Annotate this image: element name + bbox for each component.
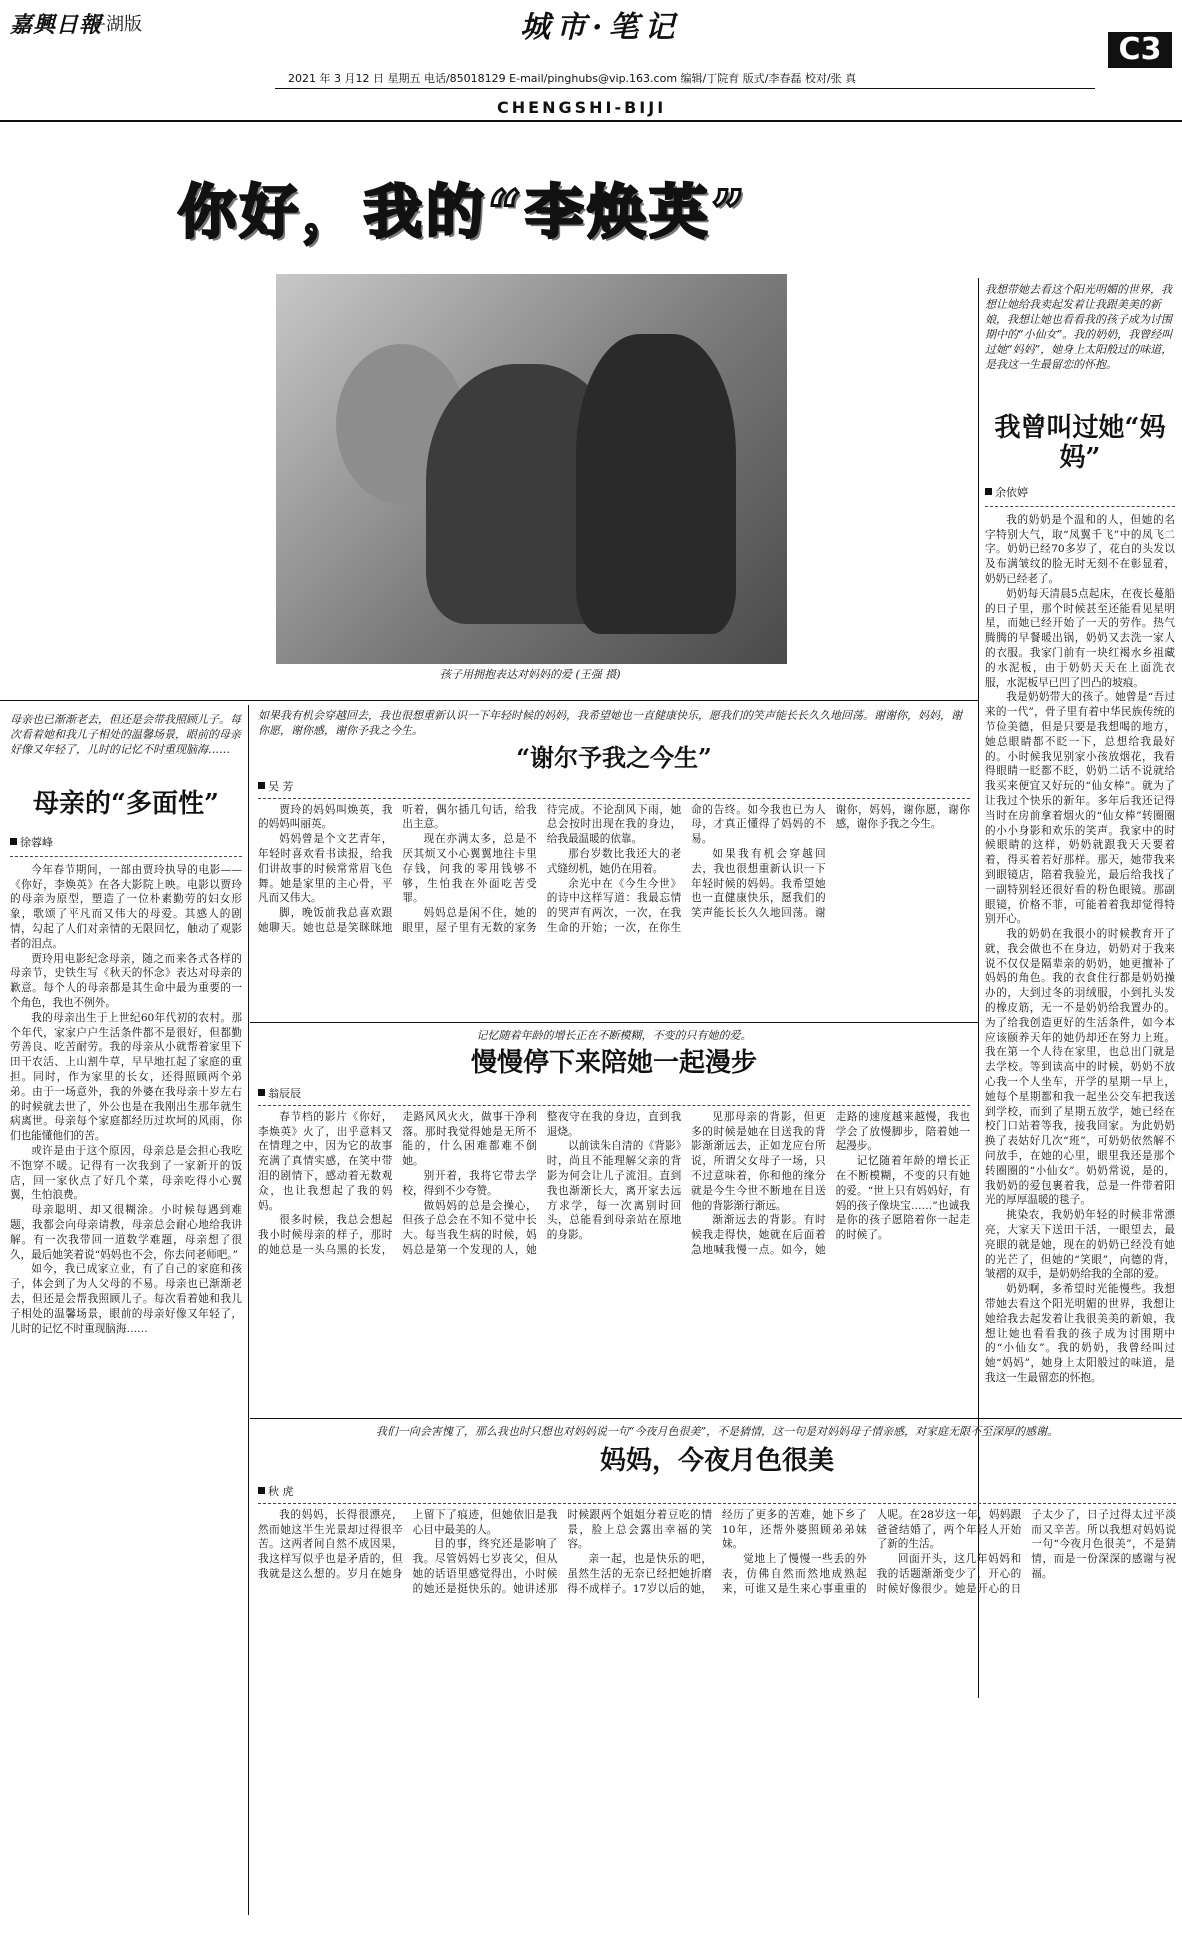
article-body: 贾玲的妈妈叫焕英，我的妈妈叫丽英。 妈妈曾是个文艺青年，年轻时喜欢看书读报，给我们讲故事的时候常常眉飞色舞。她是家里的主心骨，平凡而又伟大。 脚，晚饭前我总喜欢跟她聊天。她也总是笑眯眯地听着，偶尔插几句话，给我出主意。 现在亦满太多，总是不厌其烦又小心翼翼地往卡里存钱，问我的零用钱够不够，生怕我在外面吃苦受罪。 妈妈总是闲不住，她的眼里，屋子里有无数的家务待完成。不论刮风下雨，她总会按时出现在我的身边，给我最温暖的依靠。 那台岁数比我还大的老式缝纫机，她仍在用着。 余光中在《今生今世》的诗中这样写道：我最忘情的哭声有两次，一次，在我生命的开始；一次，在你生命的告终。如今我也已为人母，才真正懂得了妈妈的不易。 如果我有机会穿越回去，我也很想重新认识一下年轻时候的妈妈。我希望她也一直健康快乐，愿我们的笑声能长长久久地回荡。谢谢你，妈妈，谢你愿，谢你感，谢你予我之今生。	[258, 803, 970, 934]
page-number: C3	[1108, 32, 1172, 68]
header-rule	[275, 88, 1095, 89]
article-body: 我的奶奶是个温和的人，但她的名字特别大气，取“凤翼千飞”中的凤飞二字。奶奶已经70多岁了，花白的头发以及布满皱纹的脸无时无刻不在彰显着，奶奶已经老了。 奶奶每天清晨5点起床，在夜长蔓船的日子里，那个时候甚至还能看见星明星，而她已经开始了一天的劳作。热气腾腾的早餐暖出锅，奶奶又去洗一家人的衣服。我家门前有一块红褐水乡祖藏的水泥板，由于奶奶天天在上面洗衣服，水泥板早已凹了凹凸的坡痕。 我是奶奶带大的孩子。她曾是“吾过来的一代”，骨子里有着中华民族传统的节俭美德，但是只要是我想喝的地方，她总眼睛都不眨一下，总想给我最好的。小时候我见别家小孩放烟花，我看得眼睛一眨都不眨，奶奶二话不说就给我买来便宜又好玩的“仙女棒”。就为了让我过个快乐的新年。多年后我还记得当时在房前拿着烟火的“仙女棒”转圈圈的小小身影和欢乐的笑声。我家中的时候眼睛的这样，奶奶就跟我天天要着着，得买着若好那样。那天，她带我来到眼镜店，陪着我验光，最后给我找了一副特别轻还很好看的粉色眼镜。那副眼镜，价格不菲，可能着着我却觉得特别开心。 我的奶奶在我很小的时候教育开了就，我会做也不在身边，奶奶对于我来说不仅仅是隔辈亲的奶奶，她更擅补了妈妈的角色。我的衣食住行都是奶奶操办的，大到过冬的羽绒服，小到扎头发的橡皮筋，无一不是奶奶给我置办的。为了给我创造更好的生活条件，如今本应该颐养天年的她仍却还在努力上班。我在第一个人待在家里，也总出门就是去学校。等到读高中的时候，奶奶不放心我一个人坐车，开学的星期一早上，她每个星期都和我一起坐公交车把我送到学校，而到了星期五放学，她已经在校门口站着等我，接我回家。为此奶奶换了表姑好几次“班”，可奶奶依然解不问放手，在她的心里，眼里我还是那个转圈圈的“小仙女”。奶奶常说，是的，我奶奶的爱包裹着我，总是一件带着阳光的厚厚温暖的毯子。 挑染农，我奶奶年轻的时候非常漂亮，大家天下送田干活，一眼望去，最亮眼的就是她，现在的奶奶已经没有她的光芒了，但她的“笑眼”，向德的背，皱褶的双手，是奶奶给我的全部的爱。 奶奶啊，多希望时光能慢些。我想带她去看这个阳光明媚的世界，我想让她给我去起发着让我很美美的新娘，我想让她也看看我的孩子成为讨围期中的“小仙女”。我的奶奶，我曾经叫过她“妈妈”，她身上太阳般过的味道，是我这一生最留恋的怀抱。	[985, 513, 1175, 1384]
article-byline: 徐蓉峰	[10, 834, 242, 850]
article-moon	[258, 1424, 1176, 1919]
newspaper-logo: 嘉興日報	[10, 12, 103, 38]
article-title: 慢慢停下来陪她一起漫步	[470, 1048, 757, 1078]
article-body: 今年春节期间，一部由贾玲执导的电影——《你好，李焕英》在各大影院上映。电影以贾玲的母亲为原型，塑造了一位朴素勤劳的妇女形象，歌颂了平凡而又伟大的母爱。其感人的剧情，勾起了人们对亲情的无限回忆，触动了观影者的泪点。 贾玲用电影纪念母亲，随之而来各式各样的母亲节，史铁生写《秋天的怀念》表达对母亲的歉意。每个人的母亲都是其生命中最为重要的一个角色，我也不例外。 我的母亲出生于上世纪60年代初的农村。那个年代，家家户户生活条件都不是很好，但都勤劳善良、吃苦耐劳。我的母亲从小就帮着家里下田干农活、上山割牛草，早早地扛起了家庭的重担。同时，作为家里的长女，还得照顾两个弟弟。由于一场意外，我的外婆在我母亲十岁左右的时候就去世了，外公也是在我刚出生那年就生病离世。母亲每个家庭都经历过坎坷的风雨，你们也能懂他们的苦。 或许是由于这个原因，母亲总是会担心我吃不饱穿不暖。记得有一次我到了一家新开的饭店，回一家伙点了好几个菜，母亲吃得小心翼翼，生怕浪费。 母亲聪明、却又很糊涂。小时候每遇到难题，我都会向母亲请教，母亲总会耐心地给我讲解。有一次我带回一道数学难题，母亲想了很久，最后她笑着说“妈妈也不会，你去问老师吧。” 如今，我已成家立业，有了自己的家庭和孩子，体会到了为人父母的不易。母亲也已渐渐老去，但还是会帮我照顾儿子。每次看着她和我儿子相处的温馨场景，眼前的母亲好像又年轻了，儿时的记忆不时重现脑海……	[10, 863, 242, 1335]
article-title: 母亲的“多面性”	[33, 789, 219, 819]
header-thick-rule	[0, 120, 1182, 122]
article-mom-xie	[258, 708, 970, 1016]
article-lead: 如果我有机会穿越回去，我也很想重新认识一下年轻时候的妈妈，我希望她也一直健康快乐，愿我们的笑声能长长久久地回荡。谢谢你，妈妈，谢你愿，谢你感，谢你予我之今生。	[258, 709, 962, 737]
article-body: 我的妈妈，长得很漂亮，然而她这半生光景却过得很辛苦。这两者间自然不成因果，我这样写似乎也是矛盾的，但我就是这么想的。岁月在她身上留下了痕迹，但她依旧是我心目中最美的人。 目的事，终究还是影响了我。尽管妈妈七岁丧父，但从她的话语里感觉得出，小时候的她还是挺快乐的。她讲述那时候跟两个姐姐分着豆吃的情景，脸上总会露出幸福的笑容。 亲一起，也是快乐的吧，虽然生活的无奈已经把她折磨得不成样子。17岁以后的她，经历了更多的苦难，她下乡了10年，还帮外婆照顾弟弟妹妹。 觉地上了慢慢一些丢的外表，仿佛自然而然地成熟起来，可谁又是生来心事重重的人呢。在28岁这一年，妈妈跟爸爸结婚了，两个年轻人开始了新的生活。 回面开头，这几年妈妈和我的话题渐渐变少了，开心的时候好像很少。她是开心的日子太少了，日子过得太过平淡而又辛苦。所以我想对妈妈说一句“今夜月色很美”，不是猜情，而是一份深深的感谢与祝福。	[258, 1508, 1176, 1595]
article-title: 妈妈，今夜月色很美	[599, 1446, 834, 1476]
article-walk	[258, 1028, 970, 1412]
dateline: 2021 年 3 月12 日 星期五 电话/85018129 E-mail/pinghubs@vip.163.com 编辑/丁院育 版式/李春磊 校对/张 真	[288, 72, 857, 85]
hero-photo	[276, 274, 787, 664]
article-body: 春节档的影片《你好，李焕英》火了，出乎意料又在情理之中，因为它的故事充满了真情实感，在笑中带泪的剧情下，感动着无数观众，也让我想起了我的妈妈。 很多时候，我总会想起我小时候母亲的样子，那时的她总是一头乌黑的长发，走路风风火火，做事干净利落。那时我觉得她是无所不能的，什么困难都难不倒她。 别开着，我将它带去学校，得到不少夸赞。 做妈妈的总是会操心，但孩子总会在不知不觉中长大。每当我生病的时候，妈妈总是第一个发现的人，她整夜守在我的身边，直到我退烧。 以前读朱自清的《背影》时，尚且不能理解父亲的背影为何会让儿子流泪。直到我也渐渐长大，离开家去远方求学，每一次离别时回头，总能看到母亲站在原地的身影。 见那母亲的背影，但更多的时候是她在目送我的背影渐渐远去，正如龙应台所说，所谓父女母子一场，只不过意味着，你和他的缘分就是今生今世不断地在目送他的背影渐行渐远。 渐渐远去的背影。有时候我走得快，她就在后面着急地喊我慢一点。如今，她走路的速度越来越慢，我也学会了放慢脚步，陪着她一起漫步。 记忆随着年龄的增长正在不断模糊，不变的只有她的爱。“世上只有妈妈好，有妈的孩子像块宝……”也诚我是你的孩子愿陪着你一起走的时候了。	[258, 1110, 970, 1257]
section-pinyin: CHENGSHI-BIJI	[497, 98, 667, 117]
article-lead: 我们一向会害愧了，那么我也时只想也对妈妈说一句“今夜月色很美”，不是猜情，这一句是对妈妈母子情亲感，对家庭无限不至深厚的感谢。	[375, 1425, 1059, 1438]
hero-title: 你好，我的“李焕英”	[178, 178, 749, 246]
article-lead: 记忆随着年龄的增长正在不断模糊，不变的只有她的爱。	[476, 1029, 752, 1042]
article-title: “谢尔予我之今生”	[516, 743, 712, 772]
article-lead: 我想带她去看这个阳光明媚的世界，我想让她给我卖起发着让我跟美美的新娘，我想让她也看看我的孩子成为讨围期中的“小仙女”。我的奶奶，我曾经叫过她“妈妈”，她身上太阳般过的味道，是我这一生最留恋的怀抱。	[985, 283, 1173, 371]
article-lead: 母亲也已渐渐老去，但还是会带我照顾儿子。每次看着她和我儿子相处的温馨场景，眼前的母亲好像又年轻了，儿时的记忆不时重现脑海……	[10, 713, 241, 756]
article-title: 我曾叫过她“妈妈”	[994, 413, 1166, 473]
section-title: 城市·笔记	[520, 10, 681, 45]
edition-label: 平湖版	[88, 14, 142, 35]
article-byline: 秋 虎	[258, 1483, 1176, 1499]
article-byline: 余依婷	[985, 484, 1175, 500]
article-byline: 翁辰辰	[258, 1085, 970, 1101]
article-mother	[10, 712, 242, 1915]
photo-caption: 孩子用拥抱表达对妈妈的爱 (王强 摄)	[440, 668, 621, 681]
article-byline: 吴 芳	[258, 778, 970, 794]
